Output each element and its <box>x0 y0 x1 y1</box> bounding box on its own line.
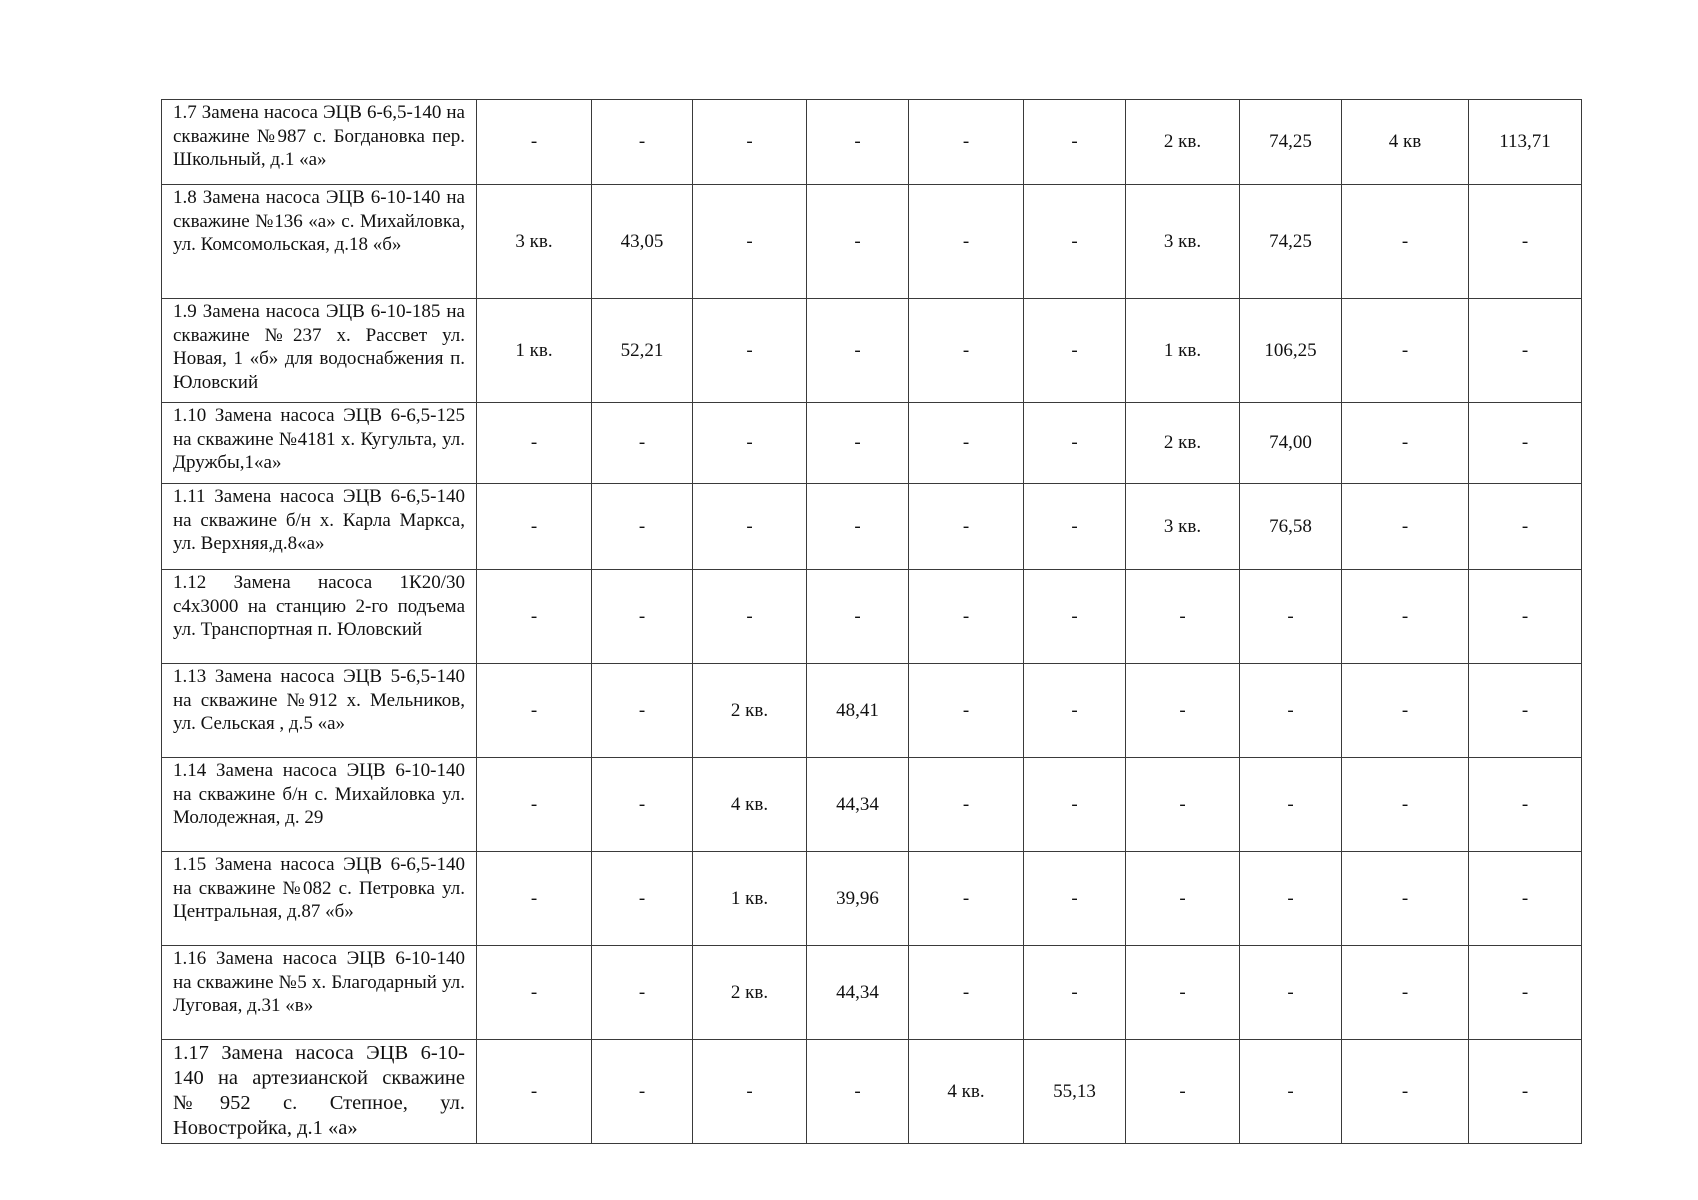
table-cell: - <box>1126 1040 1240 1144</box>
table-cell: - <box>909 185 1024 299</box>
table-cell: - <box>1024 852 1126 946</box>
work-description: 1.11 Замена насоса ЭЦВ 6-6,5-140 на скважине б/н х. Карла Маркса, ул. Верхняя,д.8«а» <box>162 484 477 570</box>
table-cell: 2 кв. <box>693 946 807 1040</box>
table-cell: - <box>592 403 693 484</box>
table-cell: - <box>1469 946 1582 1040</box>
table-cell: - <box>1024 403 1126 484</box>
table-cell: 3 кв. <box>1126 185 1240 299</box>
table-cell: - <box>693 185 807 299</box>
table-cell: - <box>1469 570 1582 664</box>
table-cell: - <box>477 403 592 484</box>
table-cell: - <box>1342 852 1469 946</box>
table-body <box>162 100 1582 1144</box>
table-cell: - <box>909 570 1024 664</box>
table-cell: - <box>909 758 1024 852</box>
works-table <box>161 99 1582 1144</box>
table-cell: 52,21 <box>592 299 693 403</box>
work-description: 1.15 Замена насоса ЭЦВ 6-6,5-140 на скважине №082 с. Петровка ул. Центральная, д.87 «б» <box>162 852 477 946</box>
table-cell: - <box>909 100 1024 185</box>
work-description: 1.17 Замена насоса ЭЦВ 6-10-140 на артезианской скважине №952 с. Степное, ул. Новостройка, д.1 «а» <box>162 1040 477 1144</box>
table-cell: - <box>1469 299 1582 403</box>
table-cell: - <box>693 570 807 664</box>
table-cell: 4 кв. <box>693 758 807 852</box>
table-cell: 76,58 <box>1240 484 1342 570</box>
table-row <box>162 484 1582 570</box>
table-cell: 1 кв. <box>693 852 807 946</box>
table-row <box>162 185 1582 299</box>
table-cell: - <box>592 100 693 185</box>
table-cell: 48,41 <box>807 664 909 758</box>
table-cell: 3 кв. <box>1126 484 1240 570</box>
table-cell: - <box>477 100 592 185</box>
table-row <box>162 946 1582 1040</box>
table-cell: 3 кв. <box>477 185 592 299</box>
table-row <box>162 299 1582 403</box>
table-cell: - <box>909 946 1024 1040</box>
table-cell: - <box>477 664 592 758</box>
table-row <box>162 1040 1582 1144</box>
table-row <box>162 758 1582 852</box>
table-cell: - <box>1469 852 1582 946</box>
table-cell: - <box>592 664 693 758</box>
table-cell: - <box>1469 758 1582 852</box>
table-cell: 2 кв. <box>1126 403 1240 484</box>
work-description: 1.16 Замена насоса ЭЦВ 6-10-140 на скважине №5 х. Благодарный ул. Луговая, д.31 «в» <box>162 946 477 1040</box>
table-cell: - <box>1024 758 1126 852</box>
table-cell: - <box>1240 570 1342 664</box>
table-cell: - <box>1126 852 1240 946</box>
table-cell: - <box>1126 946 1240 1040</box>
table-cell: - <box>1469 1040 1582 1144</box>
work-description: 1.10 Замена насоса ЭЦВ 6-6,5-125 на скважине №4181 х. Кугульта, ул. Дружбы,1«а» <box>162 403 477 484</box>
table-cell: - <box>693 403 807 484</box>
table-cell: - <box>807 100 909 185</box>
table-cell: 44,34 <box>807 758 909 852</box>
table-cell: - <box>1240 758 1342 852</box>
table-cell: - <box>1126 664 1240 758</box>
table-cell: - <box>693 299 807 403</box>
table-cell: 1 кв. <box>1126 299 1240 403</box>
work-description: 1.12 Замена насоса 1К20/30 с4х3000 на станцию 2-го подъема ул. Транспортная п. Юловский <box>162 570 477 664</box>
table-cell: - <box>693 100 807 185</box>
table-cell: 4 кв. <box>909 1040 1024 1144</box>
table-cell: - <box>1469 403 1582 484</box>
table-cell: 2 кв. <box>693 664 807 758</box>
table-row <box>162 100 1582 185</box>
table-cell: 43,05 <box>592 185 693 299</box>
table-cell: - <box>807 484 909 570</box>
table-cell: 2 кв. <box>1126 100 1240 185</box>
table-cell: - <box>1342 403 1469 484</box>
table-row <box>162 852 1582 946</box>
work-description: 1.8 Замена насоса ЭЦВ 6-10-140 на скважине №136 «а» с. Михайловка, ул. Комсомольская, д.18 «б» <box>162 185 477 299</box>
table-cell: 4 кв <box>1342 100 1469 185</box>
table-cell: - <box>1342 570 1469 664</box>
table-cell: - <box>909 403 1024 484</box>
table-cell: - <box>477 1040 592 1144</box>
table-cell: - <box>909 484 1024 570</box>
table-cell: - <box>1342 185 1469 299</box>
table-cell: - <box>1024 484 1126 570</box>
table-cell: - <box>1240 852 1342 946</box>
table-cell: - <box>1240 1040 1342 1144</box>
table-cell: - <box>1342 758 1469 852</box>
table-cell: - <box>1024 946 1126 1040</box>
table-cell: - <box>592 484 693 570</box>
table-cell: - <box>1024 664 1126 758</box>
table-cell: - <box>807 299 909 403</box>
table-cell: 55,13 <box>1024 1040 1126 1144</box>
table-cell: 74,25 <box>1240 100 1342 185</box>
table-cell: - <box>807 1040 909 1144</box>
table-cell: - <box>1342 299 1469 403</box>
table-cell: 39,96 <box>807 852 909 946</box>
table-cell: 74,00 <box>1240 403 1342 484</box>
table-cell: - <box>1126 570 1240 664</box>
table-cell: - <box>477 570 592 664</box>
table-cell: - <box>1469 185 1582 299</box>
table-cell: - <box>807 403 909 484</box>
table-cell: - <box>1342 1040 1469 1144</box>
table-cell: - <box>909 852 1024 946</box>
table-cell: - <box>1342 664 1469 758</box>
table-cell: 1 кв. <box>477 299 592 403</box>
table-cell: - <box>477 484 592 570</box>
table-cell: - <box>592 946 693 1040</box>
work-description: 1.7 Замена насоса ЭЦВ 6-6,5-140 на скважине №987 с. Богдановка пер. Школьный, д.1 «а» <box>162 100 477 185</box>
table-cell: 106,25 <box>1240 299 1342 403</box>
table-cell: - <box>477 758 592 852</box>
table-cell: 113,71 <box>1469 100 1582 185</box>
table-row <box>162 403 1582 484</box>
table-row <box>162 570 1582 664</box>
table-cell: - <box>592 570 693 664</box>
table-cell: - <box>693 1040 807 1144</box>
table-cell: 44,34 <box>807 946 909 1040</box>
table-cell: - <box>1126 758 1240 852</box>
table-cell: - <box>592 758 693 852</box>
table-cell: - <box>592 852 693 946</box>
table-cell: - <box>693 484 807 570</box>
table-cell: - <box>477 852 592 946</box>
work-description: 1.14 Замена насоса ЭЦВ 6-10-140 на скважине б/н с. Михайловка ул. Молодежная, д. 29 <box>162 758 477 852</box>
table-cell: - <box>1024 100 1126 185</box>
table-cell: - <box>1240 946 1342 1040</box>
table-cell: - <box>477 946 592 1040</box>
table-cell: - <box>1469 484 1582 570</box>
table-cell: - <box>1469 664 1582 758</box>
table-cell: - <box>1342 484 1469 570</box>
work-description: 1.9 Замена насоса ЭЦВ 6-10-185 на скважине №237 х. Рассвет ул. Новая, 1 «б» для водоснабжения п. Юловский <box>162 299 477 403</box>
table-cell: - <box>807 185 909 299</box>
table-cell: - <box>909 299 1024 403</box>
table-cell: - <box>1024 299 1126 403</box>
table-cell: - <box>909 664 1024 758</box>
table-cell: - <box>1024 570 1126 664</box>
table-cell: 74,25 <box>1240 185 1342 299</box>
work-description: 1.13 Замена насоса ЭЦВ 5-6,5-140 на скважине №912 х. Мельников, ул. Сельская , д.5 «а» <box>162 664 477 758</box>
table-cell: - <box>1024 185 1126 299</box>
table-cell: - <box>592 1040 693 1144</box>
table-cell: - <box>1342 946 1469 1040</box>
table-row <box>162 664 1582 758</box>
table-cell: - <box>807 570 909 664</box>
table-cell: - <box>1240 664 1342 758</box>
